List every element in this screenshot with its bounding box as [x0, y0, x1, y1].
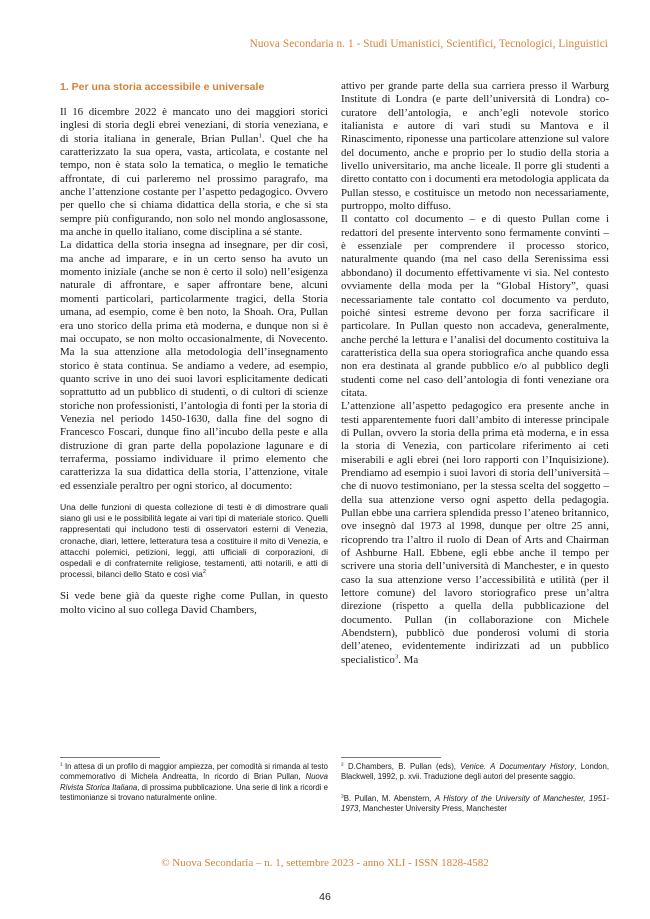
- paragraph-text: L’attenzione all’aspetto pedagogico era presente anche in testi apparentemente fuori dall’ambito di interesse principale di Pullan, ovvero la storia della prima età moderna, e in essa la storia di Venezia, con particolare riferimento ai ceti miserabili e agli ebrei (nei loro rapporti con l’Inquisizione). Prendiamo ad esempio i suoi lavori di storia dell’università – che di nuovo testimoniano, per la stessa scelta del soggetto – della sua attenzione verso ogni aspetto della pedagogia. Pullan ebbe una carriera splendida presso l’ateneo britannico, ove insegnò dal 1973 al 1998, dunque per oltre 25 anni, ricoprendo tra l’altro il ruolo di Dean of Arts and Chairman of Ashburne Hall. Ebbene, egli ebbe anche il tempo per scrivere una storia dell’università di Manchester, e in questo caso la sua attenzione verso l’accessibilità e utilità (per il lettore comune) del lavoro storiografico prese un’altra direzione (rispetto a quella della pubblicazione del documento. Pullan (in collaborazione con Michele Abendstern), pubblicò due ponderosi volumi di storia dell’ateneo, evidentemente indirizzati ad un pubblico specialistico: [341, 400, 609, 666]
- paragraph: attivo per grande parte della sua carriera presso il Warburg Institute di Londra (e parte dell’università di Londra) co-curatore dell’antologia, e anch’egli notevole storico italianista e autore di vari studi su Mantova e il Rinascimento, riponesse una particolare attenzione sul valore del documento, anche e proprio per lo studio della storia a livello universitario, ma anche liceale. Il porre gli studenti a diretto contatto con i documenti era metodologia applicata da Pullan stesso, e costituisce un metodo non necessariamente, purtroppo, molto diffuso.: [341, 80, 609, 213]
- footnote-3: [341, 794, 609, 815]
- section-title: 1. Per una storia accessibile e universale: [60, 81, 265, 93]
- paragraph-text: . Quel che ha caratterizzato la sua opera, vasta, articolata, e costante nel tempo, non è stata solo la tematica, o meglio le tematiche affrontate, di cui parleremo nel prossimo paragrafo, ma anche l’attenzione costante per l’aspetto pedagogico. Ovvero per quello che si chiama didattica della storia, e che si sta sempre più configurando, non solo nel mondo anglosassone, ma anche in quello italiano, come disciplina a sé stante.: [60, 132, 328, 239]
- block-quote: [60, 502, 328, 580]
- quote-text: Una delle funzioni di questa collezione di testi è di dimostrare quali siano gli usi e le possibilità legate ai vari tipi di materiale storico. Quelli rappresentati qui includono testi di osservatori esterni di Venezia, cronache, diari, lettere, letteratura tesa a costituire il mito di Venezia, e attacchi polemici, petizioni, leggi, atti ufficiali di corporazioni, di ospedali e di confraternite religiose, testamenti, atti notarili, e atti di processi, bilanci dello Stato e così via: [60, 501, 328, 580]
- paragraph: [341, 400, 609, 667]
- footnote-ref[interactable]: 3: [394, 653, 399, 661]
- footnote-title: Venice. A Documentary History: [460, 762, 575, 771]
- paragraph-text: . Ma: [398, 653, 419, 666]
- left-column: [60, 80, 328, 617]
- right-column: [341, 80, 609, 667]
- footnote-text: D.Chambers, B. Pullan (eds),: [343, 762, 461, 771]
- footnote-ref[interactable]: 2: [202, 569, 206, 576]
- footnote-divider: [341, 757, 441, 758]
- footnote-text: , Manchester University Press, Manchester: [358, 804, 507, 814]
- footnote-divider: [60, 757, 160, 758]
- footnote-text: , London, Blackwell, 1992, p. xvii. Traduzione degli autori del presente saggio.: [341, 762, 609, 782]
- footnote-text: In attesa di un profilo di maggior ampiezza, per comodità si rimanda al testo commemorativo di Michela Andreatta, In ricordo di Brian Pullan,: [60, 762, 328, 782]
- paragraph: Il contatto col documento – e di questo Pullan come i redattori del presente intervento sono fermamente convinti – è essenziale per comprendere il processo storico, naturalmente quando (ma nel caso della Serenissima essi abbondano) il documento effettivamente vi sia. Nel contesto ovviamente della moda per la “Global History”, quasi necessariamente tale contatto col documento va perduto, poiché sintesi estreme devono per forza sacrificare il particolare. In Pullan questo non accadeva, generalmente, anche perché la lettura e l’analisi del documento costituiva la caratteristica della sua opera storiografica anche quando essa non era destinata al grande pubblico e/o al pubblico degli studenti come nel caso dell’antologia di fonti veneziane ora citata.: [341, 213, 609, 399]
- running-header: Nuova Secondaria n. 1 - Studi Umanistici, Scientifici, Tecnologici, Linguistici: [249, 38, 608, 50]
- footer-citation: © Nuova Secondaria – n. 1, settembre 2023 - anno XLI - ISSN 1828-4582: [161, 857, 489, 869]
- paragraph: La didattica della storia insegna ad insegnare, per dir così, ma anche ad imparare, e in un certo senso ha avuto un momento iniziale (anche se non è certo il solo) nell’esigenza naturale di affrontare, e saper affrontare bene, alcuni momenti particolari, particolarmente tragici, della Storia umana, ad esempio, come è ben noto, la Shoah. Ora, Pullan era uno storico della prima età moderna, e dunque non si è mai occupato, se non molto occasionalmente, di Novecento. Ma la sua attenzione alla metodologia dell’insegnamento storico è stata continua. Se andiamo a vedere, ad esempio, quanto scrive in uno dei suoi lavori esplicitamente dedicati soprattutto ad un pubblico di studenti, o di cultori di scienze storiche non professionisti, l’antologia di fonti per la storia di Venezia nel periodo 1450-1630, dalla fine del sogno di Francesco Foscari, dunque fino all’incubo della peste e alla distruzione di gran parte della popolazione lagunare e di terraferma, possiamo individuare il primo elemento che caratterizza la sua didattica della storia, l’attenzione, vitale ed essenziale peraltro per ogni storico, al documento:: [60, 239, 328, 492]
- footnote-number: 2: [341, 762, 344, 768]
- page-number: 46: [319, 891, 331, 903]
- footnote-number: 1: [60, 762, 63, 768]
- footnote-1: [60, 762, 328, 803]
- footnote-2: [341, 762, 609, 783]
- paragraph: [60, 106, 328, 239]
- paragraph-text: Il 16 dicembre 2022 è mancato uno dei maggiori storici inglesi di storia degli ebrei veneziani, di storia veneziana, e di storia italiana in generale, Brian Pullan: [60, 106, 328, 145]
- footnote-text: B. Pullan, M. Abenstern,: [343, 794, 435, 803]
- footnote-title: A History of the University of Manchester, 1951-1973: [341, 794, 609, 814]
- paragraph: Si vede bene già da queste righe come Pullan, in questo molto vicino al suo collega David Chambers,: [60, 590, 328, 616]
- footnote-number: 3: [341, 794, 344, 800]
- footnote-text: , di prossima pubblicazione. Una serie di link a ricordi e testimonianze si trovano naturalmente online.: [60, 782, 329, 802]
- footnote-ref[interactable]: 1: [258, 132, 262, 140]
- footnote-title: Nuova Rivista Storica Italiana: [60, 772, 328, 792]
